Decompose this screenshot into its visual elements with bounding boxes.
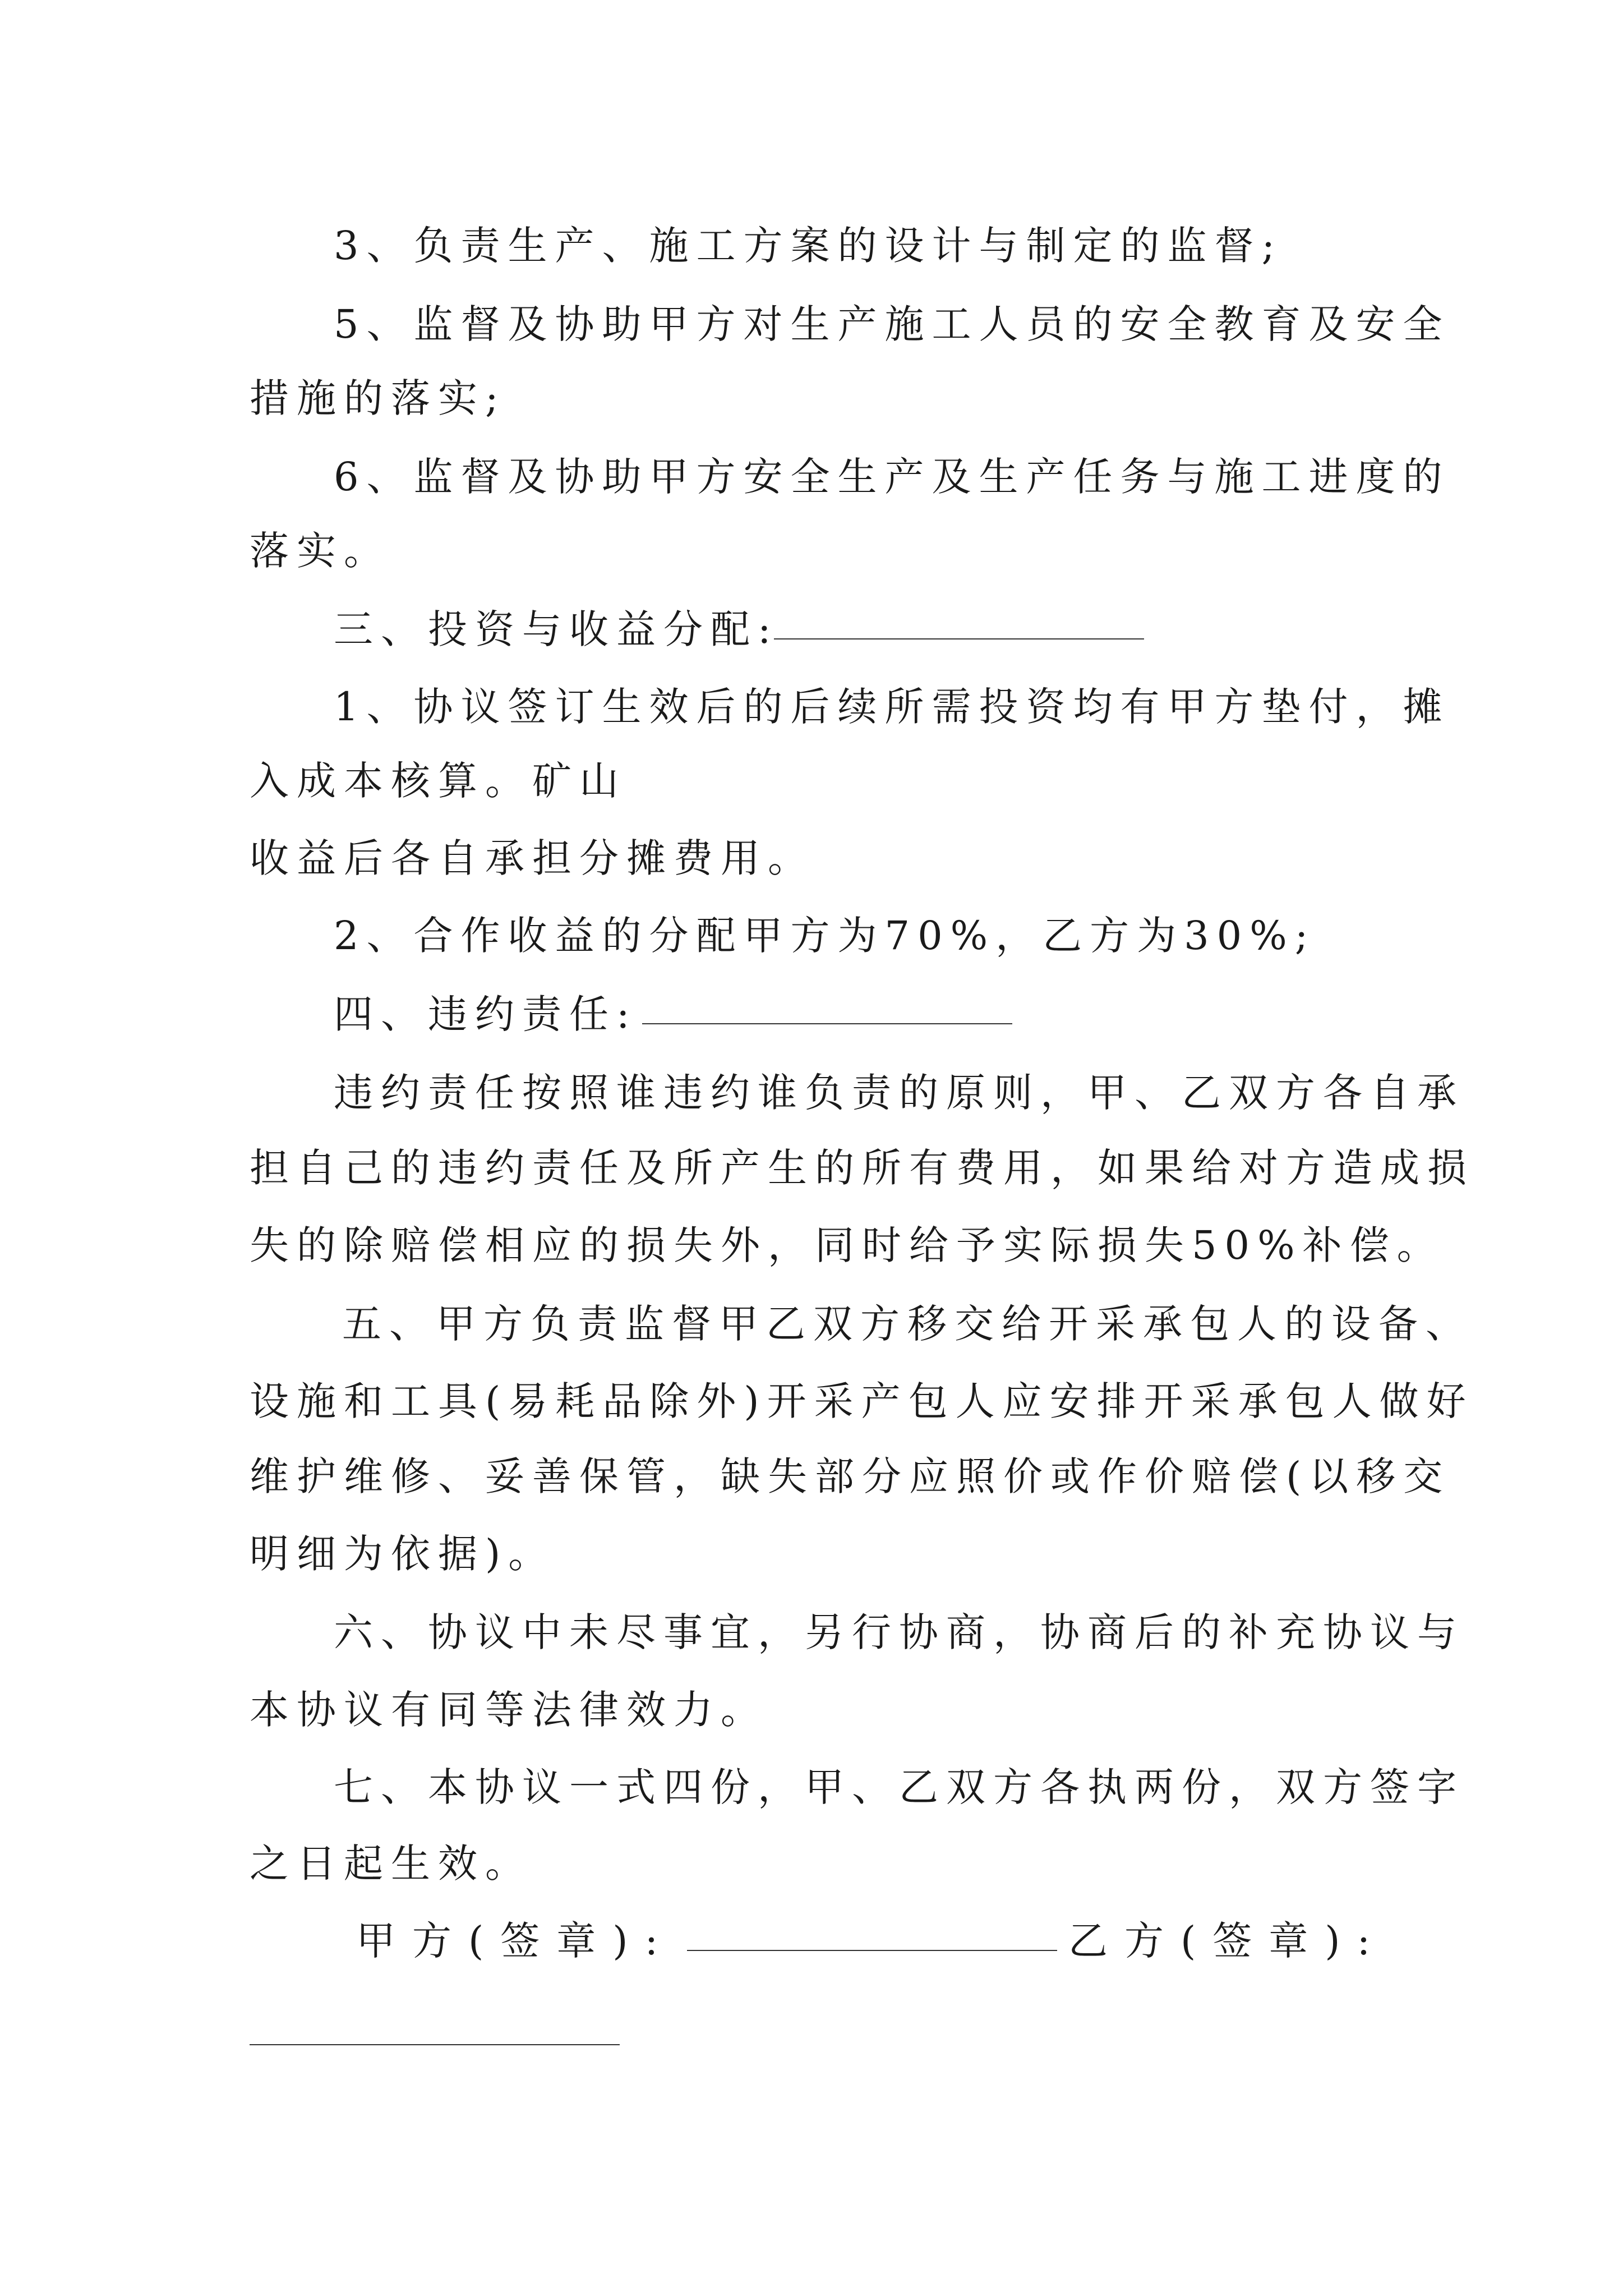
paragraph-line [0,291,1623,358]
text-line: 落实。 [250,528,391,574]
paragraph-line [0,902,1623,969]
text-line: 违约责任按照谁违约谁负责的原则，甲、乙双方各自承 [334,1070,1464,1116]
text-line: 3、负责生产、施工方案的设计与制定的监督; [334,223,1283,269]
party-a-signature-blank [687,1950,1057,1951]
signature-line [0,1907,1623,1975]
party-a-signature-label: 甲方(签章): [356,1918,675,1964]
paragraph-line [0,747,1623,815]
text-line: 收益后各自承担分摊费用。 [250,835,815,881]
text-line: 三、投资与收益分配: [334,606,779,652]
text-line: 1、协议签订生效后的后续所需投资均有甲方垫付，摊 [334,684,1450,730]
text-line: 之日起生效。 [250,1841,532,1887]
section-heading [0,981,1623,1048]
paragraph-line [0,1443,1623,1510]
text-line: 四、违约责任: [334,991,638,1037]
text-line: 明细为依据)。 [250,1531,556,1577]
paragraph-line [0,1134,1623,1202]
paragraph-line [0,212,1623,279]
paragraph-line [0,825,1623,892]
text-line: 失的除赔偿相应的损失外，同时给予实际损失50%补偿。 [250,1222,1444,1268]
paragraph-line [0,443,1623,510]
party-b-signature-blank [250,2044,620,2045]
text-line: 五、甲方负责监督甲乙双方移交给开采承包人的设备、 [342,1301,1473,1347]
text-line: 5、监督及协助甲方对生产施工人员的安全教育及安全 [334,301,1450,347]
paragraph-line [0,1290,1623,1358]
paragraph-line [0,1599,1623,1666]
paragraph-line [0,673,1623,740]
text-line: 维护维修、妥善保管，缺失部分应照价或作价赔偿(以移交 [250,1453,1451,1499]
paragraph-line [0,517,1623,585]
paragraph-line [0,1754,1623,1821]
blank-underline [642,1023,1012,1024]
party-b-signature-label: 乙方(签章): [1068,1918,1387,1964]
text-line: 本协议有同等法律效力。 [250,1687,768,1733]
text-line: 七、本协议一式四份，甲、乙双方各执两份，双方签字 [334,1764,1464,1810]
paragraph-line [0,1368,1623,1435]
text-line: 担自己的违约责任及所产生的所有费用，如果给对方造成损 [250,1145,1474,1191]
paragraph-line [0,1520,1623,1588]
paragraph-line [0,365,1623,432]
paragraph-line [0,1059,1623,1126]
text-line: 2、合作收益的分配甲方为70%，乙方为30%; [334,913,1316,959]
text-line: 入成本核算。矿山 [250,758,626,804]
text-line: 措施的落实; [250,375,506,421]
text-line: 6、监督及协助甲方安全生产及生产任务与施工进度的 [334,454,1450,500]
paragraph-line [0,1676,1623,1743]
paragraph-line [0,1212,1623,1279]
section-heading [0,596,1623,663]
text-line: 六、协议中未尽事宜，另行协商，协商后的补充协议与 [334,1609,1464,1655]
blank-underline [774,638,1144,639]
paragraph-line [0,1830,1623,1897]
text-line: 设施和工具(易耗品除外)开采产包人应安排开采承包人做好 [250,1378,1474,1424]
